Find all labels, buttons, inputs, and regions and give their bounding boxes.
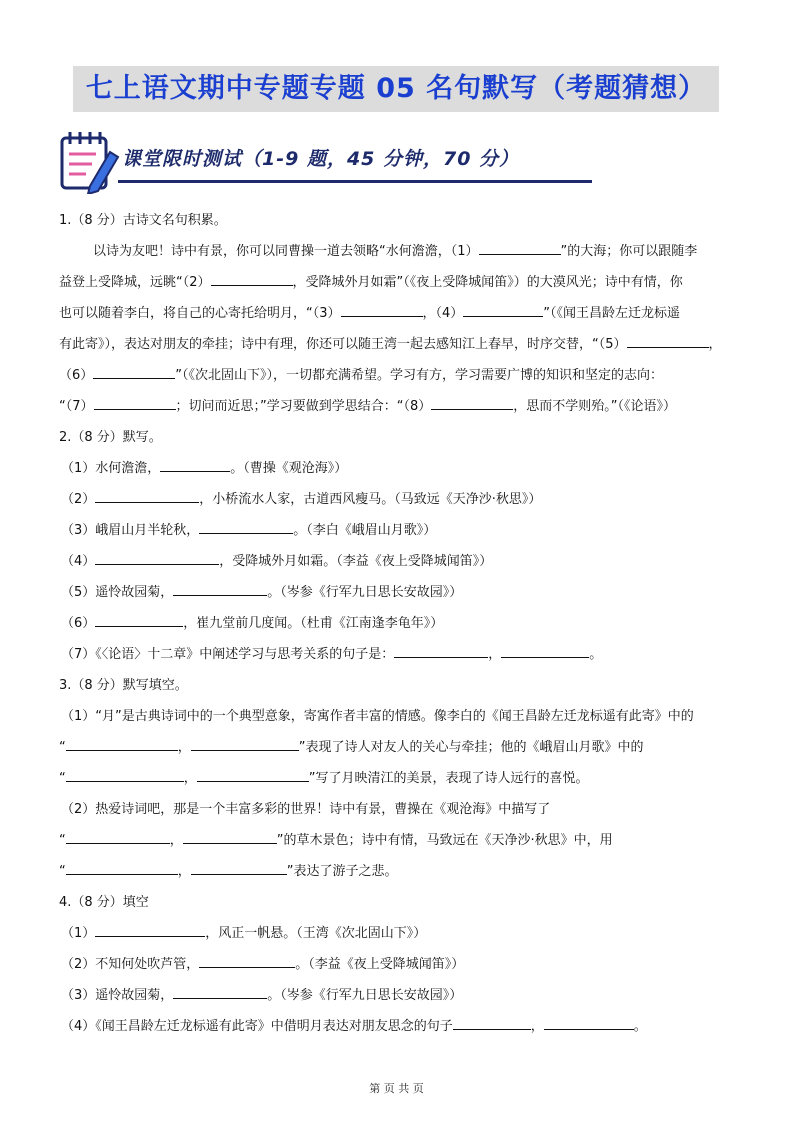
- question-3-line: “ ， ”写了月映清江的美景，表现了诗人远行的喜悦。: [59, 763, 739, 794]
- question-3-line: “ ， ”的草木景色；诗中有情，马致远在《天净沙·秋思》中，用: [59, 825, 739, 856]
- answer-blank[interactable]: [66, 766, 184, 782]
- answer-blank[interactable]: [479, 239, 561, 255]
- answer-blank[interactable]: [191, 735, 299, 751]
- page-title: 七上语文期中专题专题 05 名句默写（考题猜想）: [85, 73, 707, 104]
- question-1-line: 有此寄》），表达对朋友的牵挂；诗中有理，你还可以随王湾一起去感知江上春早，时序交替，“（5） ，: [59, 329, 739, 360]
- answer-blank[interactable]: [431, 394, 513, 410]
- question-4-item: （3）遥怜故园菊， 。（岑参《行军九日思长安故园》）: [59, 980, 739, 1011]
- notebook-pencil-icon: [62, 132, 118, 194]
- answer-blank[interactable]: [341, 301, 423, 317]
- answer-blank[interactable]: [627, 332, 709, 348]
- question-2-item: （1）水何澹澹， 。（曹操《观沧海》）: [59, 453, 739, 484]
- answer-blank[interactable]: [93, 363, 175, 379]
- answer-blank[interactable]: [66, 859, 178, 875]
- question-2-item: （5）遥怜故园菊， 。（岑参《行军九日思长安故园》）: [59, 577, 739, 608]
- answer-blank[interactable]: [199, 952, 295, 968]
- question-2-item: （4） ，受降城外月如霜。（李益《夜上受降城闻笛》）: [59, 546, 739, 577]
- question-1-line: 也可以随着李白，将自己的心寄托给明月，“（3） ，（4） ”（《闻王昌龄左迁龙标遥: [59, 298, 739, 329]
- question-4-heading: 4.（8 分）填空: [59, 895, 149, 910]
- answer-blank[interactable]: [463, 301, 543, 317]
- question-1-line: 益登上受降城，远眺“（2） ，受降城外月如霜”（《夜上受降城闻笛》）的大漠风光；诗中有情，你: [59, 267, 739, 298]
- title-bar: [73, 66, 719, 112]
- answer-blank[interactable]: [183, 828, 277, 844]
- question-1-heading: 1.（8 分）古诗文名句积累。: [59, 213, 227, 228]
- answer-blank[interactable]: [544, 1014, 634, 1030]
- page-footer: 第 页 共 页: [369, 1082, 424, 1095]
- question-3-line: （1）“月”是古典诗词中的一个典型意象，寄寓作者丰富的情感。像李白的《闻王昌龄左迁龙标遥有此寄》中的: [61, 709, 694, 724]
- answer-blank[interactable]: [453, 1014, 531, 1030]
- answer-blank[interactable]: [94, 394, 176, 410]
- question-3-heading: 3.（8 分）默写填空。: [59, 678, 188, 693]
- answer-blank[interactable]: [211, 270, 293, 286]
- question-1-line: （6） ”（《次北固山下》），一切都充满希望。学习有方，学习需要广博的知识和坚定的志向：: [59, 360, 739, 391]
- question-3-line: “ ， ”表现了诗人对友人的关心与牵挂；他的《峨眉山月歌》中的: [59, 732, 739, 763]
- question-2-item: （7）《〈论语〉十二章》中阐述学习与思考关系的句子是： ， 。: [59, 639, 739, 670]
- question-2-item: （6） ，崔九堂前几度闻。（杜甫《江南逢李龟年》）: [59, 608, 739, 639]
- answer-blank[interactable]: [95, 487, 199, 503]
- question-1-line: “（7） ；切问而近思；”学习要做到学思结合：“（8） ，思而不学则殆。”（《论语》）: [59, 391, 739, 422]
- answer-blank[interactable]: [160, 456, 230, 472]
- answer-blank[interactable]: [173, 983, 267, 999]
- question-3-line: “ ， ”表达了游子之悲。: [59, 856, 739, 887]
- answer-blank[interactable]: [191, 859, 287, 875]
- question-4-item: （4）《闻王昌龄左迁龙标遥有此寄》中借明月表达对朋友思念的句子 ， 。: [59, 1011, 739, 1042]
- answer-blank[interactable]: [197, 766, 309, 782]
- worksheet-body: [59, 205, 739, 1042]
- answer-blank[interactable]: [66, 735, 178, 751]
- answer-blank[interactable]: [173, 580, 267, 596]
- answer-blank[interactable]: [394, 642, 488, 658]
- question-4-item: （1） ，风正一帆悬。（王湾《次北固山下》）: [59, 918, 739, 949]
- question-3-line: （2）热爱诗词吧，那是一个丰富多彩的世界！诗中有景，曹操在《观沧海》中描写了: [61, 802, 551, 817]
- answer-blank[interactable]: [95, 921, 205, 937]
- question-2-heading: 2.（8 分）默写。: [59, 430, 162, 445]
- answer-blank[interactable]: [501, 642, 589, 658]
- banner-underline: [118, 180, 592, 183]
- question-4-item: （2）不知何处吹芦管， 。（李益《夜上受降城闻笛》）: [59, 949, 739, 980]
- answer-blank[interactable]: [95, 611, 183, 627]
- banner-label: 课堂限时测试（1-9 题，45 分钟，70 分）: [122, 148, 520, 170]
- question-2-item: （2） ，小桥流水人家，古道西风瘦马。（马致远《天净沙·秋思》）: [59, 484, 739, 515]
- answer-blank[interactable]: [199, 518, 293, 534]
- question-2-item: （3）峨眉山月半轮秋， 。（李白《峨眉山月歌》）: [59, 515, 739, 546]
- question-1-line: 以诗为友吧！诗中有景，你可以同曹操一道去领略“水何澹澹，（1） ”的大海；你可以跟随李: [59, 236, 739, 267]
- answer-blank[interactable]: [66, 828, 170, 844]
- answer-blank[interactable]: [95, 549, 219, 565]
